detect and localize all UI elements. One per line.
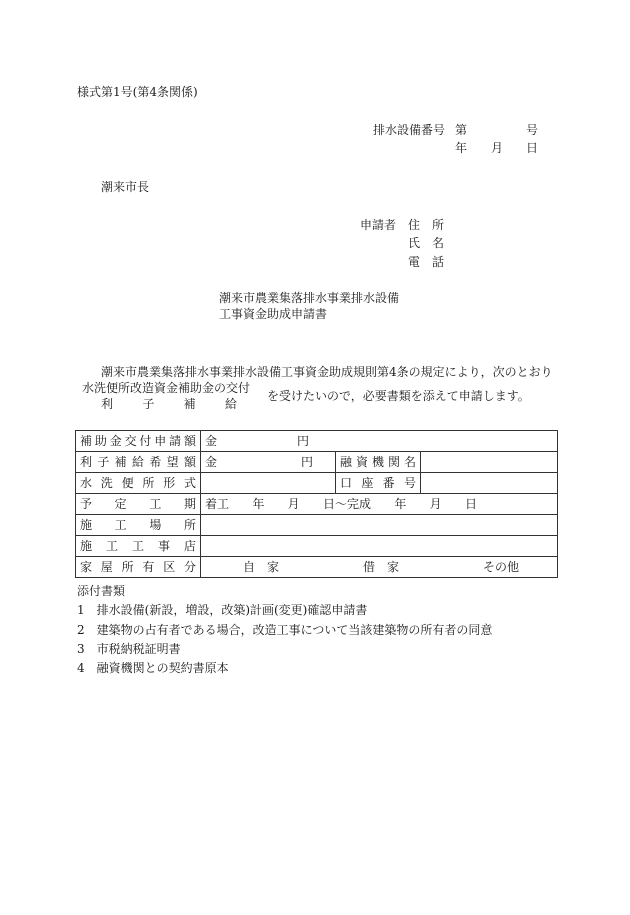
drainage-number-go: 号 [526,123,539,137]
ownership-field[interactable] [201,557,558,578]
list-item: 1 排水設備(新設，増設，改築)計画(変更)確認申請書 [77,603,368,617]
interest-amount-field[interactable]: 金 円 [201,452,336,473]
ownership-option-rent[interactable]: 借 家 [363,560,400,574]
attachments-heading: 添付書類 [77,584,126,598]
account-number-field[interactable] [421,473,558,494]
table-row [76,557,558,578]
lender-name-field[interactable] [421,452,558,473]
label-interest-amount: 利子補給希望額 [76,452,201,473]
applicant-label: 申請者 [360,218,397,232]
label-contractor: 施工工事店 [76,536,201,557]
addressee: 潮来市長 [101,180,150,194]
ownership-option-other[interactable]: その他 [483,560,520,574]
document-title-line2: 工事資金助成申請書 [219,307,328,321]
date-year: 年 [455,141,468,155]
schedule-field[interactable]: 着工 年 月 日〜完成 年 月 日 [201,494,558,515]
label-toilet-type: 水洗便所形式 [76,473,201,494]
list-item: 2 建築物の占有者である場合，改造工事について当該建築物の所有者の同意 [77,623,493,637]
date-day: 日 [526,141,539,155]
table-row [76,515,558,536]
label-subsidy-amount: 補助金交付申請額 [76,431,201,452]
body-option-interest: 利 子 補 給 [101,397,237,411]
label-schedule: 予定工期 [76,494,201,515]
ownership-option-own[interactable]: 自 家 [243,560,280,574]
form-number: 様式第1号(第4条関係) [77,85,198,99]
list-item: 4 融資機関との契約書原本 [77,661,229,675]
body-line1: 潮来市農業集落排水事業排水設備工事資金助成規則第4条の規定により，次のとおり [101,365,553,379]
toilet-type-field[interactable] [201,473,336,494]
document-title-line1: 潮来市農業集落排水事業排水設備 [219,291,400,305]
subsidy-amount-field[interactable]: 金 円 [201,431,558,452]
table-row [76,494,558,515]
applicant-address-label: 住 所 [408,218,445,232]
label-ownership: 家屋所有区分 [76,557,201,578]
table-row [76,452,558,473]
date-month: 月 [491,141,504,155]
table-row [76,473,558,494]
contractor-field[interactable] [201,536,558,557]
list-item: 3 市税納税証明書 [77,642,181,656]
applicant-name-label: 氏 名 [408,236,445,250]
application-table [75,430,558,578]
body-option-subsidy: 水洗便所改造資金補助金の交付 [82,381,251,395]
body-line2-rest: を受けたいので，必要書類を添えて申請します。 [267,389,530,403]
drainage-number-dai: 第 [455,123,468,137]
label-construction-site: 施工場所 [76,515,201,536]
label-lender-name: 融資機関名 [336,452,421,473]
table-row [76,431,558,452]
construction-site-field[interactable] [201,515,558,536]
applicant-phone-label: 電 話 [408,255,445,269]
drainage-number-label: 排水設備番号 [373,123,446,137]
label-account-number: 口座番号 [336,473,421,494]
table-row [76,536,558,557]
